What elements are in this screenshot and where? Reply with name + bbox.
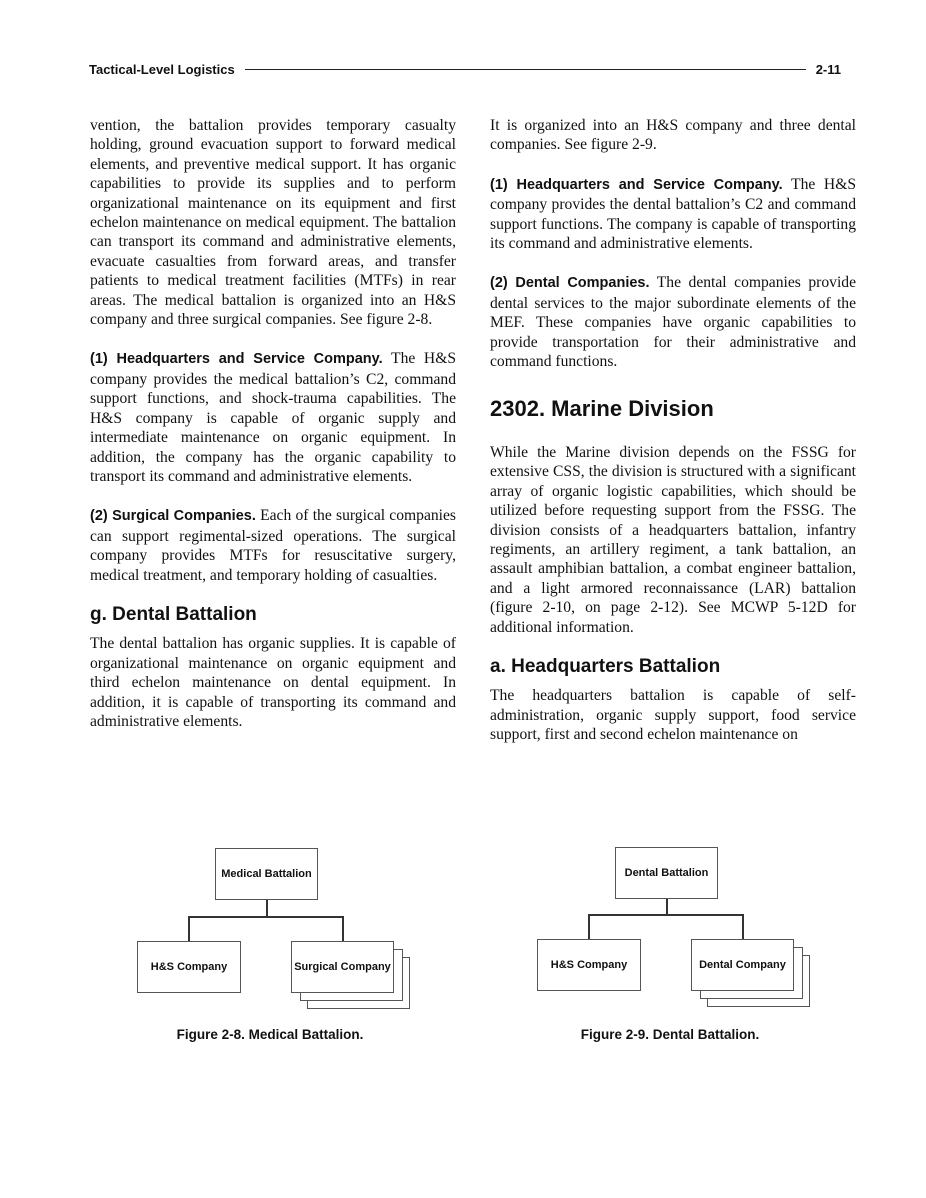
figure-medical-battalion xyxy=(120,845,420,1045)
hq-battalion-heading: a. Headquarters Battalion xyxy=(490,655,721,677)
org-box-left: H&S Company xyxy=(537,939,641,991)
marine-division-heading: 2302. Marine Division xyxy=(490,396,714,422)
figure-dental-battalion xyxy=(520,845,820,1045)
org-box-top: Medical Battalion xyxy=(215,848,318,900)
figure-caption: Figure 2-8. Medical Battalion. xyxy=(176,1027,364,1042)
medical-battalion-paragraph: vention, the battalion provides temporary casualty holding, ground evacuation support to forward medical elements, and preventive medical support. It has organic capabilities to provide its supplies and to perform organizational maintenance on its equipment and first echelon maintenance on medical equipment. The battalion can transport its command and administrative elements, evacuate casualties from forward areas, and transfer patients to medical treatment facilities (MTFs) in rear areas. The medical battalion is organized into an H&S company and three surgical companies. See figure 2-8. xyxy=(90,117,456,329)
running-header xyxy=(89,59,841,79)
hs-company-paragraph: (1) Headquarters and Service Company. The H&S company provides the medical battalion’s C2, command support functions, and shock-trauma capabilities. The H&S company is capable of organic supply and intermediate maintenance on organic equipment. In addition, the company has the organic capability to transport its command and administrative elements. xyxy=(90,350,456,485)
org-box-right: Surgical Company xyxy=(291,941,394,993)
dental-battalion-paragraph: The dental battalion has organic supplies. It is capable of organizational maintenance on organic equipment and third echelon maintenance on dental equipment. In addition, it is capable of transporting its command and administrative elements. xyxy=(90,635,456,730)
right-column xyxy=(490,116,856,765)
connector xyxy=(588,914,743,916)
surgical-companies-paragraph: (2) Surgical Companies. Each of the surgical companies can support regimental-sized operations. The surgical company provides MTFs for resuscitative surgery, medical treatment, and temporary holding of casualties. xyxy=(90,507,456,584)
connector xyxy=(742,914,744,939)
connector xyxy=(342,916,344,941)
dental-org-paragraph: It is organized into an H&S company and three dental companies. See figure 2-9. xyxy=(490,117,856,154)
page-number: 2-11 xyxy=(815,61,841,77)
dental-companies-paragraph: (2) Dental Companies. The dental companies provide dental services to the major subordinate elements of the MEF. These companies have organic capabilities to provide transportation for their administrative and command functions. xyxy=(490,274,856,371)
run-in-heading: (2) Dental Companies. xyxy=(490,275,650,292)
dental-battalion-heading: g. Dental Battalion xyxy=(90,603,257,625)
run-in-heading: (2) Surgical Companies. xyxy=(90,508,256,525)
hq-battalion-paragraph: The headquarters battalion is capable of self-administration, organic supply support, food service support, first and second echelon maintenance on xyxy=(490,687,856,744)
connector xyxy=(266,900,268,917)
run-in-heading: (1) Headquarters and Service Company. xyxy=(490,176,783,193)
run-in-heading: (1) Headquarters and Service Company. xyxy=(90,351,383,368)
org-box-right: Dental Company xyxy=(691,939,794,991)
connector xyxy=(588,914,590,939)
connector xyxy=(188,916,190,941)
connector xyxy=(666,899,668,915)
org-box-top: Dental Battalion xyxy=(615,847,718,899)
marine-division-paragraph: While the Marine division depends on the FSSG for extensive CSS, the division is structured with a significant array of organic logistic capabilities, which should be utilized before requesting support from the FSSG. The division consists of a headquarters battalion, infantry regiments, an artillery regiment, a tank battalion, an assault amphibian battalion, a combat engineer battalion, and a light armored reconnaissance (LAR) battalion (figure 2-10, on page 2-12). See MCWP 5-12D for additional information. xyxy=(490,443,856,636)
left-column xyxy=(90,116,456,751)
connector xyxy=(188,916,343,918)
dental-hs-company-paragraph: (1) Headquarters and Service Company. The H&S company provides the dental battalion’s C2 and command support functions. The company is capable of transporting its command and administrative elements. xyxy=(490,175,856,253)
org-box-left: H&S Company xyxy=(137,941,241,993)
section-title: Tactical-Level Logistics xyxy=(89,61,235,77)
header-rule xyxy=(245,69,806,70)
figure-caption: Figure 2-9. Dental Battalion. xyxy=(580,1027,760,1042)
